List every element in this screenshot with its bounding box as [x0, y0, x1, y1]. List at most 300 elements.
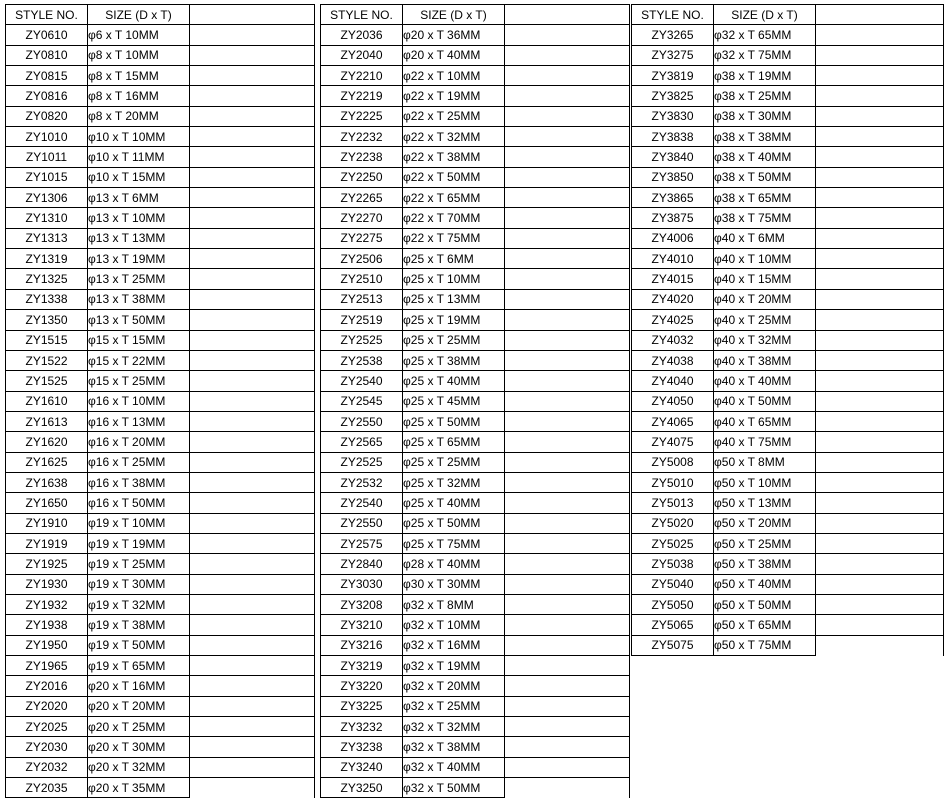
- table-row: [632, 269, 944, 289]
- blank-cell: [190, 533, 315, 553]
- size-cell: φ40 x T 10MM: [714, 249, 816, 269]
- blank-cell: [190, 249, 315, 269]
- table-row: [6, 330, 315, 350]
- table-row: [321, 554, 630, 574]
- blank-cell: [190, 778, 315, 798]
- blank-cell: [190, 554, 315, 574]
- blank-cell: [190, 574, 315, 594]
- style-no-cell: ZY2036: [321, 25, 403, 45]
- size-cell: φ19 x T 19MM: [88, 533, 190, 553]
- table-row: [321, 656, 630, 676]
- size-cell: φ19 x T 38MM: [88, 615, 190, 635]
- style-no-cell: ZY5040: [632, 574, 714, 594]
- blank-cell: [505, 269, 630, 289]
- table-row: [6, 45, 315, 65]
- table-row: [6, 25, 315, 45]
- blank-cell: [816, 228, 944, 248]
- table-row: [632, 452, 944, 472]
- table-row: [321, 66, 630, 86]
- table-row: [632, 432, 944, 452]
- blank-cell: [816, 574, 944, 594]
- blank-cell: [505, 188, 630, 208]
- size-cell: φ16 x T 25MM: [88, 452, 190, 472]
- style-no-cell: ZY2575: [321, 533, 403, 553]
- size-cell: φ22 x T 50MM: [403, 167, 505, 187]
- table-row: [632, 167, 944, 187]
- style-no-cell: ZY1515: [6, 330, 88, 350]
- blank-cell: [190, 350, 315, 370]
- blank-cell: [505, 106, 630, 126]
- style-no-cell: ZY1910: [6, 513, 88, 533]
- style-no-cell: ZY2840: [321, 554, 403, 574]
- size-cell: φ25 x T 6MM: [403, 249, 505, 269]
- style-no-cell: ZY1919: [6, 533, 88, 553]
- size-cell: φ20 x T 40MM: [403, 45, 505, 65]
- size-cell: φ25 x T 40MM: [403, 493, 505, 513]
- size-cell: φ32 x T 19MM: [403, 656, 505, 676]
- table-row: [6, 106, 315, 126]
- table-row: [321, 106, 630, 126]
- size-cell: φ16 x T 20MM: [88, 432, 190, 452]
- size-cell: φ13 x T 13MM: [88, 228, 190, 248]
- table-row: [6, 228, 315, 248]
- blank-cell: [505, 228, 630, 248]
- table-row: [321, 696, 630, 716]
- blank-cell: [505, 310, 630, 330]
- size-cell: φ19 x T 10MM: [88, 513, 190, 533]
- blank-cell: [816, 615, 944, 635]
- size-cell: φ40 x T 6MM: [714, 228, 816, 248]
- style-no-cell: ZY1925: [6, 554, 88, 574]
- style-no-cell: ZY1610: [6, 391, 88, 411]
- table-row: [321, 594, 630, 614]
- style-no-cell: ZY3232: [321, 717, 403, 737]
- table-row: [632, 411, 944, 431]
- size-cell: φ25 x T 45MM: [403, 391, 505, 411]
- table-row: [6, 778, 315, 798]
- blank-cell: [505, 371, 630, 391]
- blank-cell: [816, 554, 944, 574]
- style-no-cell: ZY1613: [6, 411, 88, 431]
- blank-cell: [190, 5, 315, 25]
- blank-cell: [816, 432, 944, 452]
- size-cell: φ32 x T 65MM: [714, 25, 816, 45]
- style-no-cell: ZY3275: [632, 45, 714, 65]
- table-row: [632, 554, 944, 574]
- blank-cell: [505, 25, 630, 45]
- size-cell: φ38 x T 75MM: [714, 208, 816, 228]
- blank-cell: [816, 208, 944, 228]
- style-no-cell: ZY2275: [321, 228, 403, 248]
- blank-cell: [190, 371, 315, 391]
- table-row: [6, 533, 315, 553]
- blank-cell: [190, 717, 315, 737]
- blank-cell: [816, 635, 944, 655]
- blank-cell: [190, 594, 315, 614]
- size-cell: φ25 x T 25MM: [403, 452, 505, 472]
- table-row: [6, 554, 315, 574]
- style-no-cell: ZY4038: [632, 350, 714, 370]
- table-row: [632, 249, 944, 269]
- size-cell: φ32 x T 16MM: [403, 635, 505, 655]
- table-row: [632, 25, 944, 45]
- style-no-cell: ZY0610: [6, 25, 88, 45]
- style-no-cell: ZY1313: [6, 228, 88, 248]
- size-cell: φ8 x T 20MM: [88, 106, 190, 126]
- table-row: [6, 310, 315, 330]
- table-row: [632, 127, 944, 147]
- size-cell: φ25 x T 32MM: [403, 472, 505, 492]
- size-cell: φ38 x T 50MM: [714, 167, 816, 187]
- table-row: [6, 432, 315, 452]
- blank-cell: [505, 452, 630, 472]
- table-row: [6, 208, 315, 228]
- style-no-cell: ZY2219: [321, 86, 403, 106]
- size-cell: φ19 x T 30MM: [88, 574, 190, 594]
- size-cell: φ8 x T 15MM: [88, 66, 190, 86]
- table-row: [321, 493, 630, 513]
- table-row: [632, 615, 944, 635]
- header-row: [632, 5, 944, 25]
- size-cell: φ30 x T 30MM: [403, 574, 505, 594]
- blank-cell: [816, 310, 944, 330]
- style-no-cell: ZY1938: [6, 615, 88, 635]
- blank-cell: [190, 472, 315, 492]
- style-no-cell: ZY4010: [632, 249, 714, 269]
- style-no-cell: ZY2025: [6, 717, 88, 737]
- style-no-cell: ZY1930: [6, 574, 88, 594]
- style-no-cell: ZY1310: [6, 208, 88, 228]
- table-row: [321, 228, 630, 248]
- style-no-cell: ZY0810: [6, 45, 88, 65]
- spec-table-1: [5, 4, 315, 798]
- table-row: [6, 472, 315, 492]
- style-no-cell: ZY3238: [321, 737, 403, 757]
- blank-cell: [190, 615, 315, 635]
- size-header: SIZE (D x T): [88, 5, 190, 25]
- size-cell: φ40 x T 20MM: [714, 289, 816, 309]
- style-no-cell: ZY0816: [6, 86, 88, 106]
- table-row: [632, 66, 944, 86]
- blank-cell: [190, 513, 315, 533]
- style-no-cell: ZY2035: [6, 778, 88, 798]
- blank-cell: [816, 127, 944, 147]
- style-no-cell: ZY5075: [632, 635, 714, 655]
- table-row: [6, 391, 315, 411]
- style-no-cell: ZY5010: [632, 472, 714, 492]
- table-row: [632, 45, 944, 65]
- size-cell: φ19 x T 50MM: [88, 635, 190, 655]
- table-row: [321, 127, 630, 147]
- size-cell: φ38 x T 30MM: [714, 106, 816, 126]
- size-cell: φ13 x T 50MM: [88, 310, 190, 330]
- size-cell: φ50 x T 65MM: [714, 615, 816, 635]
- size-cell: φ6 x T 10MM: [88, 25, 190, 45]
- size-cell: φ40 x T 50MM: [714, 391, 816, 411]
- table-row: [6, 452, 315, 472]
- style-no-cell: ZY2540: [321, 493, 403, 513]
- style-no-cell: ZY2232: [321, 127, 403, 147]
- table-row: [632, 533, 944, 553]
- blank-cell: [190, 493, 315, 513]
- size-cell: φ50 x T 38MM: [714, 554, 816, 574]
- size-cell: φ20 x T 35MM: [88, 778, 190, 798]
- style-no-cell: ZY2270: [321, 208, 403, 228]
- table-row: [321, 676, 630, 696]
- style-no-cell: ZY2506: [321, 249, 403, 269]
- blank-cell: [816, 25, 944, 45]
- blank-cell: [190, 330, 315, 350]
- size-cell: φ22 x T 32MM: [403, 127, 505, 147]
- blank-cell: [190, 310, 315, 330]
- style-no-cell: ZY5050: [632, 594, 714, 614]
- size-cell: φ19 x T 25MM: [88, 554, 190, 574]
- size-cell: φ50 x T 50MM: [714, 594, 816, 614]
- table-row: [632, 594, 944, 614]
- style-no-header: STYLE NO.: [321, 5, 403, 25]
- style-no-cell: ZY4075: [632, 432, 714, 452]
- spec-table-2: [320, 4, 630, 798]
- blank-cell: [816, 391, 944, 411]
- size-cell: φ16 x T 38MM: [88, 472, 190, 492]
- style-no-cell: ZY2513: [321, 289, 403, 309]
- table-row: [632, 208, 944, 228]
- blank-cell: [816, 493, 944, 513]
- table-row: [6, 350, 315, 370]
- style-no-cell: ZY2040: [321, 45, 403, 65]
- size-cell: φ32 x T 40MM: [403, 757, 505, 777]
- style-no-cell: ZY1525: [6, 371, 88, 391]
- table-row: [632, 106, 944, 126]
- style-no-cell: ZY3220: [321, 676, 403, 696]
- table-row: [321, 147, 630, 167]
- size-cell: φ40 x T 75MM: [714, 432, 816, 452]
- blank-cell: [190, 391, 315, 411]
- table-row: [321, 717, 630, 737]
- blank-cell: [190, 127, 315, 147]
- table-row: [6, 656, 315, 676]
- size-cell: φ10 x T 11MM: [88, 147, 190, 167]
- size-cell: φ13 x T 25MM: [88, 269, 190, 289]
- style-no-cell: ZY3210: [321, 615, 403, 635]
- blank-cell: [190, 167, 315, 187]
- size-cell: φ20 x T 30MM: [88, 737, 190, 757]
- blank-cell: [505, 66, 630, 86]
- style-no-cell: ZY3265: [632, 25, 714, 45]
- style-no-cell: ZY3208: [321, 594, 403, 614]
- table-row: [6, 594, 315, 614]
- style-no-cell: ZY3225: [321, 696, 403, 716]
- style-no-cell: ZY2565: [321, 432, 403, 452]
- table-row: [632, 371, 944, 391]
- size-cell: φ40 x T 38MM: [714, 350, 816, 370]
- blank-cell: [505, 411, 630, 431]
- style-no-cell: ZY5038: [632, 554, 714, 574]
- blank-cell: [505, 533, 630, 553]
- blank-cell: [190, 147, 315, 167]
- size-cell: φ28 x T 40MM: [403, 554, 505, 574]
- table-row: [632, 330, 944, 350]
- blank-cell: [816, 45, 944, 65]
- table-row: [321, 452, 630, 472]
- style-no-cell: ZY3219: [321, 656, 403, 676]
- style-no-cell: ZY1325: [6, 269, 88, 289]
- size-cell: φ16 x T 50MM: [88, 493, 190, 513]
- table-row: [321, 350, 630, 370]
- table-row: [321, 25, 630, 45]
- blank-cell: [190, 411, 315, 431]
- style-no-cell: ZY5025: [632, 533, 714, 553]
- style-no-cell: ZY2525: [321, 330, 403, 350]
- blank-cell: [505, 86, 630, 106]
- table-row: [6, 757, 315, 777]
- table-row: [321, 411, 630, 431]
- blank-cell: [190, 188, 315, 208]
- blank-cell: [505, 513, 630, 533]
- style-no-cell: ZY2550: [321, 513, 403, 533]
- table-row: [6, 737, 315, 757]
- table-row: [321, 533, 630, 553]
- blank-cell: [505, 574, 630, 594]
- blank-cell: [816, 452, 944, 472]
- blank-cell: [190, 676, 315, 696]
- style-no-cell: ZY2550: [321, 411, 403, 431]
- blank-cell: [816, 147, 944, 167]
- table-row: [321, 635, 630, 655]
- size-cell: φ50 x T 20MM: [714, 513, 816, 533]
- size-cell: φ32 x T 10MM: [403, 615, 505, 635]
- style-no-cell: ZY2265: [321, 188, 403, 208]
- style-no-cell: ZY2030: [6, 737, 88, 757]
- blank-cell: [505, 778, 630, 798]
- table-row: [6, 269, 315, 289]
- style-no-cell: ZY1350: [6, 310, 88, 330]
- size-cell: φ10 x T 10MM: [88, 127, 190, 147]
- blank-cell: [505, 493, 630, 513]
- size-cell: φ22 x T 19MM: [403, 86, 505, 106]
- blank-cell: [816, 106, 944, 126]
- table-row: [632, 574, 944, 594]
- size-cell: φ40 x T 15MM: [714, 269, 816, 289]
- blank-cell: [190, 452, 315, 472]
- style-no-cell: ZY2238: [321, 147, 403, 167]
- size-cell: φ20 x T 32MM: [88, 757, 190, 777]
- blank-cell: [816, 513, 944, 533]
- style-no-cell: ZY3240: [321, 757, 403, 777]
- table-row: [632, 310, 944, 330]
- style-no-cell: ZY4025: [632, 310, 714, 330]
- size-cell: φ25 x T 25MM: [403, 330, 505, 350]
- size-cell: φ19 x T 32MM: [88, 594, 190, 614]
- style-no-cell: ZY3250: [321, 778, 403, 798]
- table-row: [6, 188, 315, 208]
- style-no-cell: ZY4006: [632, 228, 714, 248]
- style-no-cell: ZY3830: [632, 106, 714, 126]
- table-row: [632, 391, 944, 411]
- blank-cell: [190, 86, 315, 106]
- table-row: [321, 432, 630, 452]
- size-cell: φ40 x T 25MM: [714, 310, 816, 330]
- table-row: [321, 371, 630, 391]
- size-cell: φ19 x T 65MM: [88, 656, 190, 676]
- style-no-header: STYLE NO.: [632, 5, 714, 25]
- table-row: [6, 371, 315, 391]
- size-cell: φ38 x T 38MM: [714, 127, 816, 147]
- blank-cell: [505, 717, 630, 737]
- blank-cell: [816, 188, 944, 208]
- style-no-cell: ZY2510: [321, 269, 403, 289]
- size-cell: φ25 x T 10MM: [403, 269, 505, 289]
- size-cell: φ8 x T 16MM: [88, 86, 190, 106]
- size-cell: φ10 x T 15MM: [88, 167, 190, 187]
- table-row: [6, 249, 315, 269]
- size-cell: φ40 x T 65MM: [714, 411, 816, 431]
- size-cell: φ25 x T 13MM: [403, 289, 505, 309]
- style-no-cell: ZY2540: [321, 371, 403, 391]
- table-row: [321, 269, 630, 289]
- table-row: [321, 167, 630, 187]
- table-row: [6, 635, 315, 655]
- size-cell: φ25 x T 65MM: [403, 432, 505, 452]
- blank-cell: [505, 757, 630, 777]
- style-no-cell: ZY1620: [6, 432, 88, 452]
- blank-cell: [505, 432, 630, 452]
- size-cell: φ25 x T 40MM: [403, 371, 505, 391]
- style-no-cell: ZY1015: [6, 167, 88, 187]
- table-row: [321, 310, 630, 330]
- size-cell: φ50 x T 40MM: [714, 574, 816, 594]
- size-cell: φ15 x T 22MM: [88, 350, 190, 370]
- header-row: [6, 5, 315, 25]
- size-header: SIZE (D x T): [714, 5, 816, 25]
- blank-cell: [505, 737, 630, 757]
- blank-cell: [505, 391, 630, 411]
- blank-cell: [505, 208, 630, 228]
- style-no-cell: ZY3875: [632, 208, 714, 228]
- blank-cell: [816, 533, 944, 553]
- size-header: SIZE (D x T): [403, 5, 505, 25]
- size-cell: φ25 x T 75MM: [403, 533, 505, 553]
- table-row: [6, 147, 315, 167]
- table-row: [632, 86, 944, 106]
- size-cell: φ40 x T 40MM: [714, 371, 816, 391]
- table-row: [632, 188, 944, 208]
- style-no-cell: ZY3838: [632, 127, 714, 147]
- style-no-cell: ZY2538: [321, 350, 403, 370]
- blank-cell: [505, 350, 630, 370]
- blank-cell: [505, 696, 630, 716]
- size-cell: φ15 x T 25MM: [88, 371, 190, 391]
- blank-cell: [190, 635, 315, 655]
- style-no-cell: ZY1522: [6, 350, 88, 370]
- size-cell: φ32 x T 75MM: [714, 45, 816, 65]
- style-no-cell: ZY1338: [6, 289, 88, 309]
- table-row: [321, 330, 630, 350]
- blank-cell: [190, 289, 315, 309]
- blank-cell: [190, 45, 315, 65]
- size-cell: φ13 x T 38MM: [88, 289, 190, 309]
- size-cell: φ22 x T 25MM: [403, 106, 505, 126]
- size-cell: φ25 x T 50MM: [403, 513, 505, 533]
- style-no-cell: ZY2525: [321, 452, 403, 472]
- style-no-cell: ZY1950: [6, 635, 88, 655]
- style-no-cell: ZY2020: [6, 696, 88, 716]
- table-row: [632, 289, 944, 309]
- size-cell: φ22 x T 70MM: [403, 208, 505, 228]
- table-row: [321, 615, 630, 635]
- table-row: [6, 411, 315, 431]
- size-cell: φ20 x T 20MM: [88, 696, 190, 716]
